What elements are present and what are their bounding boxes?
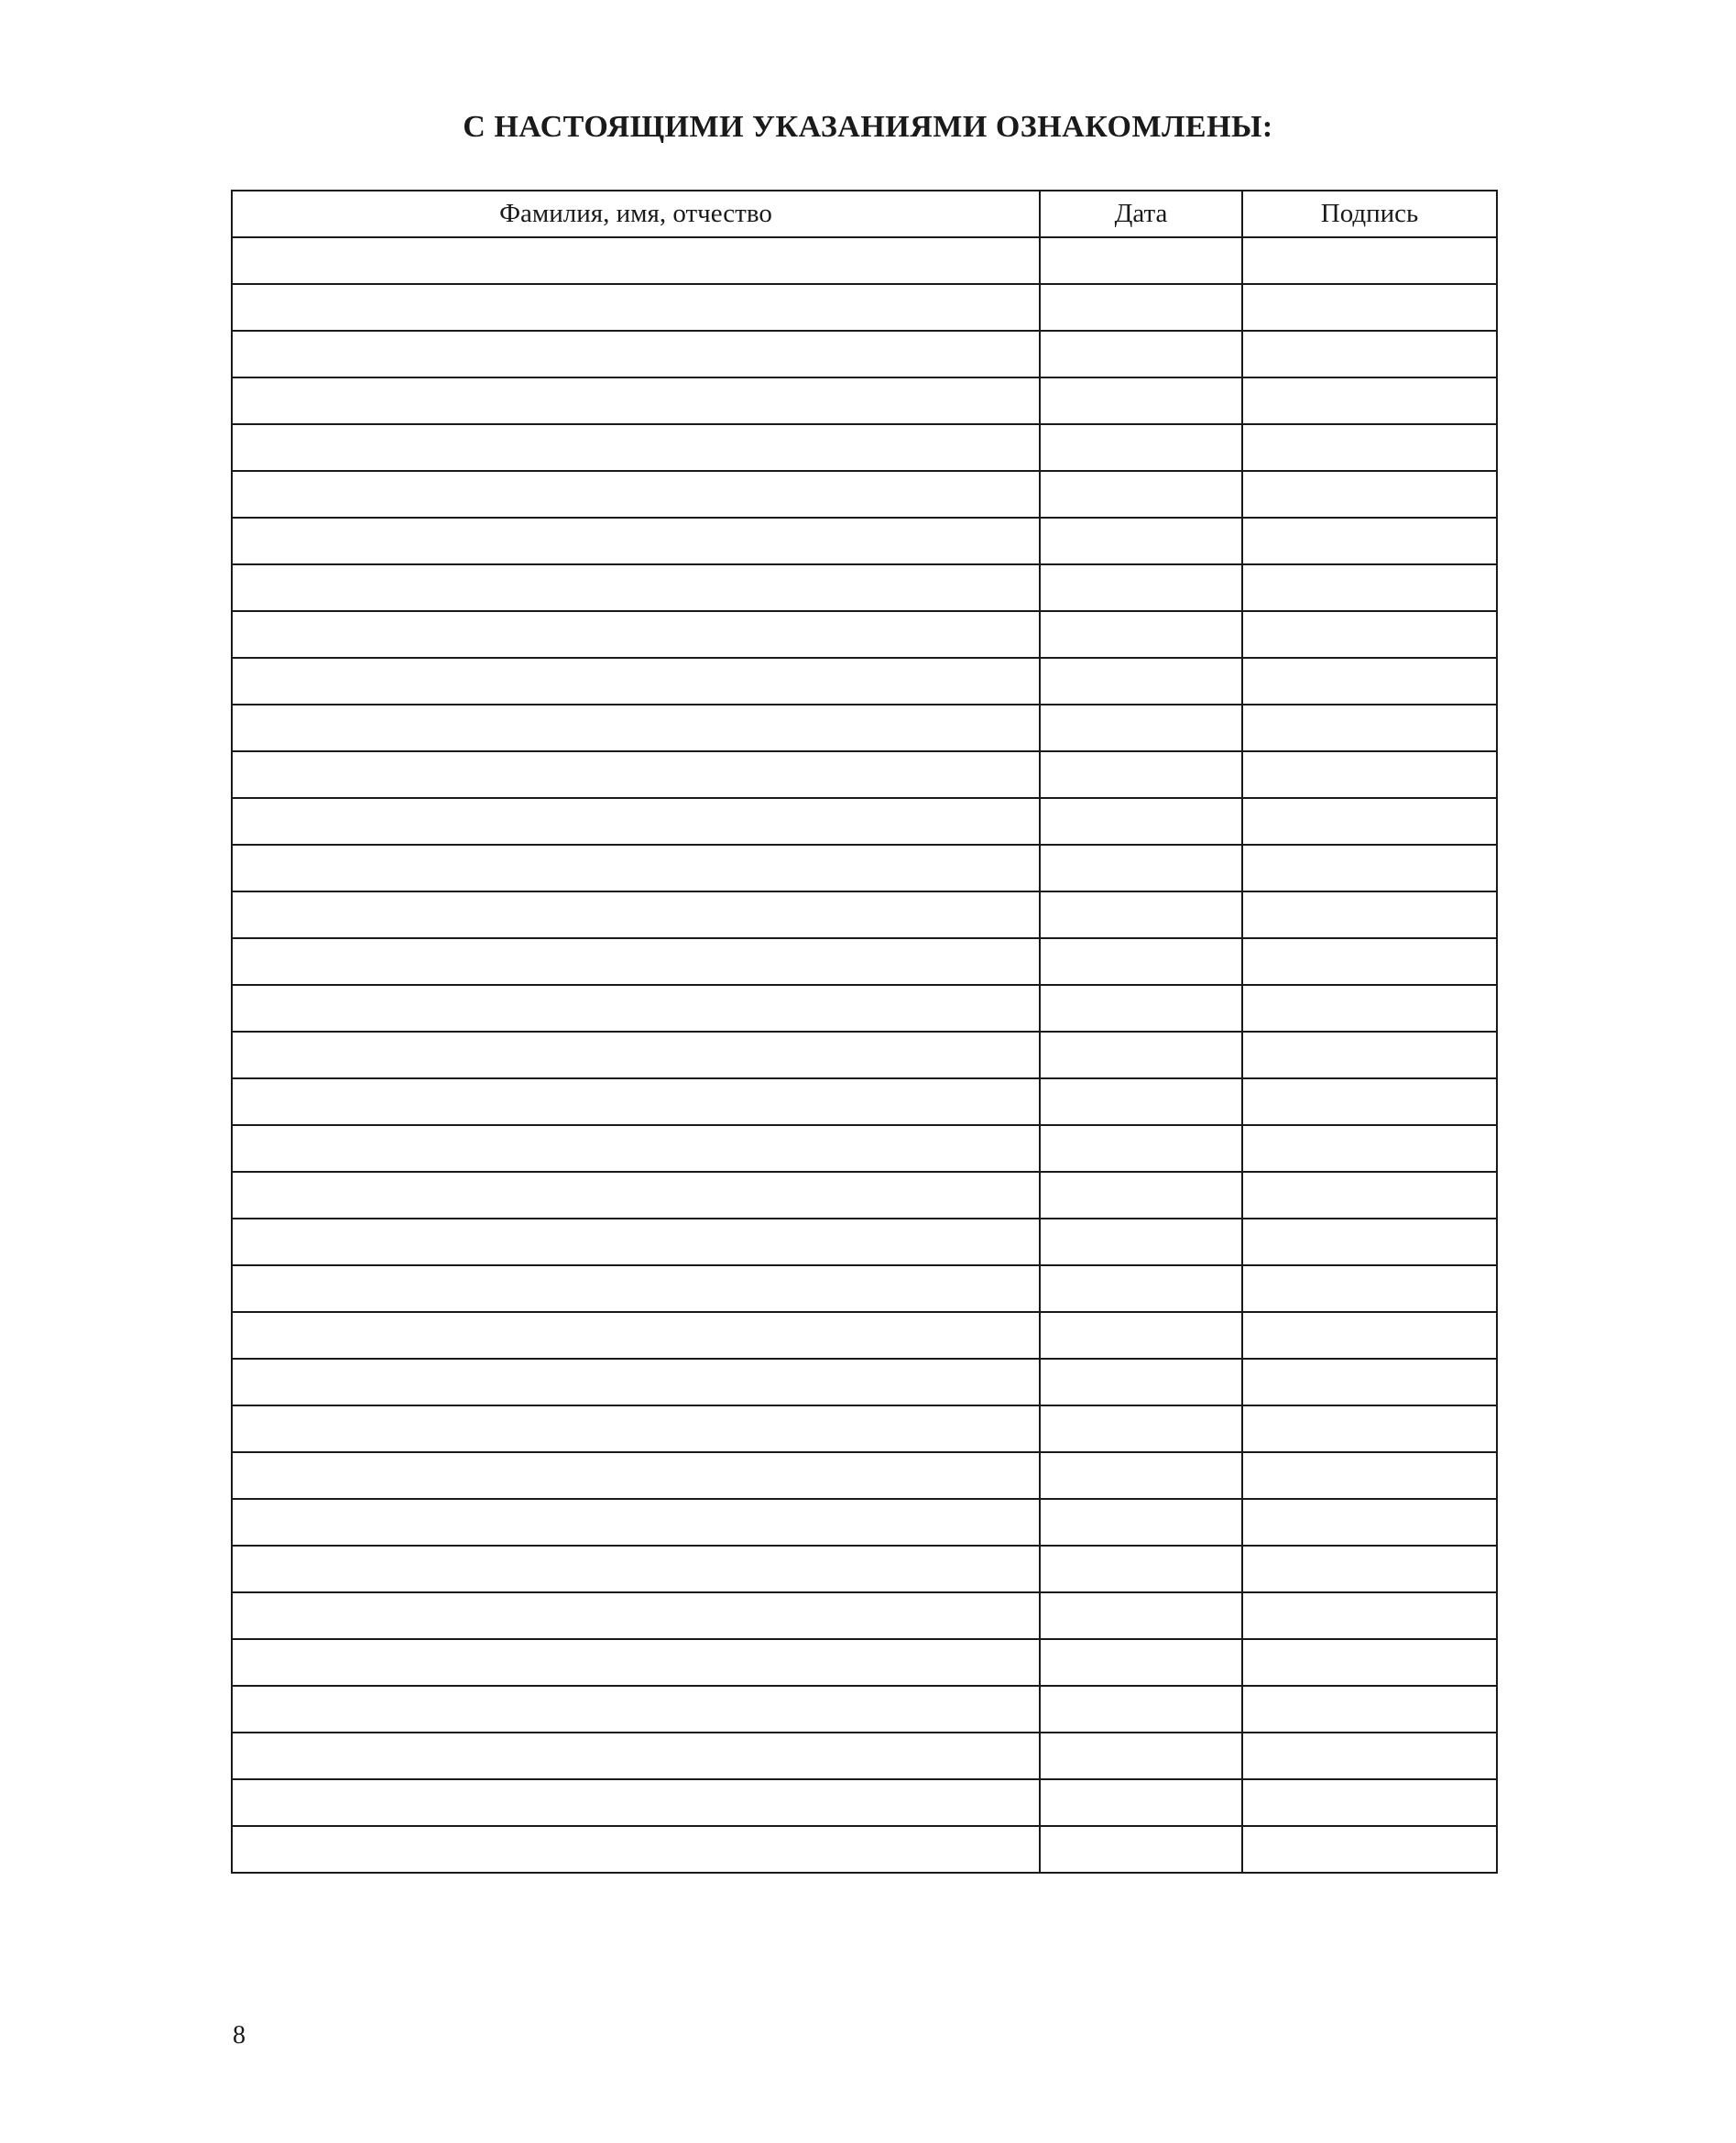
table-row — [232, 1546, 1497, 1592]
name-cell[interactable] — [232, 1265, 1040, 1312]
table-row — [232, 1779, 1497, 1826]
date-cell[interactable] — [1040, 518, 1242, 564]
date-cell[interactable] — [1040, 1405, 1242, 1452]
signature-cell[interactable] — [1242, 1219, 1497, 1265]
table-row — [232, 1826, 1497, 1873]
table-row — [232, 237, 1497, 284]
table-row — [232, 1265, 1497, 1312]
date-cell[interactable] — [1040, 1546, 1242, 1592]
name-cell[interactable] — [232, 471, 1040, 518]
name-cell[interactable] — [232, 237, 1040, 284]
date-cell[interactable] — [1040, 1078, 1242, 1125]
signature-cell[interactable] — [1242, 845, 1497, 891]
signature-cell[interactable] — [1242, 938, 1497, 985]
signature-cell[interactable] — [1242, 705, 1497, 751]
date-cell[interactable] — [1040, 751, 1242, 798]
table-row — [232, 1592, 1497, 1639]
table-row — [232, 377, 1497, 424]
signature-cell[interactable] — [1242, 1733, 1497, 1779]
signature-cell[interactable] — [1242, 518, 1497, 564]
name-cell[interactable] — [232, 1032, 1040, 1078]
table-row — [232, 1499, 1497, 1546]
signature-cell[interactable] — [1242, 1032, 1497, 1078]
table-header-row — [232, 191, 1497, 237]
table-row — [232, 1405, 1497, 1452]
date-cell[interactable] — [1040, 845, 1242, 891]
table-row — [232, 1032, 1497, 1078]
name-cell[interactable] — [232, 564, 1040, 611]
signature-cell[interactable] — [1242, 424, 1497, 471]
date-cell[interactable] — [1040, 1219, 1242, 1265]
name-cell[interactable] — [232, 518, 1040, 564]
date-cell[interactable] — [1040, 658, 1242, 705]
name-cell[interactable] — [232, 798, 1040, 845]
signature-cell[interactable] — [1242, 1078, 1497, 1125]
date-cell[interactable] — [1040, 1592, 1242, 1639]
name-cell[interactable] — [232, 1592, 1040, 1639]
date-cell[interactable] — [1040, 1686, 1242, 1733]
table-row — [232, 1078, 1497, 1125]
name-cell[interactable] — [232, 1219, 1040, 1265]
date-cell[interactable] — [1040, 938, 1242, 985]
signature-cell[interactable] — [1242, 1592, 1497, 1639]
table-row — [232, 284, 1497, 331]
signature-cell[interactable] — [1242, 1359, 1497, 1405]
table-row — [232, 331, 1497, 377]
table-row — [232, 1219, 1497, 1265]
name-cell[interactable] — [232, 331, 1040, 377]
date-cell[interactable] — [1040, 1452, 1242, 1499]
signature-cell[interactable] — [1242, 985, 1497, 1032]
date-cell[interactable] — [1040, 1265, 1242, 1312]
date-cell[interactable] — [1040, 237, 1242, 284]
date-cell[interactable] — [1040, 564, 1242, 611]
signature-cell[interactable] — [1242, 1686, 1497, 1733]
table-row — [232, 1639, 1497, 1686]
date-cell[interactable] — [1040, 1032, 1242, 1078]
date-cell[interactable] — [1040, 1312, 1242, 1359]
signature-cell[interactable] — [1242, 1312, 1497, 1359]
name-cell[interactable] — [232, 1172, 1040, 1219]
table-row — [232, 1733, 1497, 1779]
name-cell[interactable] — [232, 891, 1040, 938]
table-row — [232, 938, 1497, 985]
name-cell[interactable] — [232, 1826, 1040, 1873]
name-cell[interactable] — [232, 1546, 1040, 1592]
name-cell[interactable] — [232, 705, 1040, 751]
table-row — [232, 705, 1497, 751]
date-cell[interactable] — [1040, 1359, 1242, 1405]
table-row — [232, 424, 1497, 471]
signature-cell[interactable] — [1242, 1125, 1497, 1172]
table-row — [232, 1312, 1497, 1359]
name-cell[interactable] — [232, 1359, 1040, 1405]
column-header-signature: Подпись — [1242, 191, 1497, 237]
signature-cell[interactable] — [1242, 1826, 1497, 1873]
signature-cell[interactable] — [1242, 798, 1497, 845]
date-cell[interactable] — [1040, 424, 1242, 471]
table-row — [232, 564, 1497, 611]
signature-cell[interactable] — [1242, 1172, 1497, 1219]
signature-cell[interactable] — [1242, 1452, 1497, 1499]
date-cell[interactable] — [1040, 1499, 1242, 1546]
page-title: С НАСТОЯЩИМИ УКАЗАНИЯМИ ОЗНАКОМЛЕНЫ: — [463, 110, 1273, 144]
signature-cell[interactable] — [1242, 658, 1497, 705]
table-row — [232, 985, 1497, 1032]
signature-cell[interactable] — [1242, 564, 1497, 611]
name-cell[interactable] — [232, 985, 1040, 1032]
name-cell[interactable] — [232, 1686, 1040, 1733]
table-row — [232, 1172, 1497, 1219]
signature-cell[interactable] — [1242, 377, 1497, 424]
name-cell[interactable] — [232, 1779, 1040, 1826]
name-cell[interactable] — [232, 1639, 1040, 1686]
table-row — [232, 1686, 1497, 1733]
signature-cell[interactable] — [1242, 611, 1497, 658]
table-row — [232, 611, 1497, 658]
date-cell[interactable] — [1040, 798, 1242, 845]
name-cell[interactable] — [232, 845, 1040, 891]
date-cell[interactable] — [1040, 1779, 1242, 1826]
signature-cell[interactable] — [1242, 284, 1497, 331]
name-cell[interactable] — [232, 611, 1040, 658]
name-cell[interactable] — [232, 751, 1040, 798]
name-cell[interactable] — [232, 1499, 1040, 1546]
name-cell[interactable] — [232, 1312, 1040, 1359]
date-cell[interactable] — [1040, 611, 1242, 658]
name-cell[interactable] — [232, 658, 1040, 705]
signature-cell[interactable] — [1242, 1499, 1497, 1546]
signature-cell[interactable] — [1242, 891, 1497, 938]
table-row — [232, 798, 1497, 845]
name-cell[interactable] — [232, 377, 1040, 424]
signature-cell[interactable] — [1242, 751, 1497, 798]
table-row — [232, 658, 1497, 705]
date-cell[interactable] — [1040, 331, 1242, 377]
signature-cell[interactable] — [1242, 331, 1497, 377]
name-cell[interactable] — [232, 284, 1040, 331]
signature-cell[interactable] — [1242, 237, 1497, 284]
table-body — [232, 237, 1497, 1873]
date-cell[interactable] — [1040, 1826, 1242, 1873]
name-cell[interactable] — [232, 1078, 1040, 1125]
name-cell[interactable] — [232, 424, 1040, 471]
date-cell[interactable] — [1040, 705, 1242, 751]
table-row — [232, 1452, 1497, 1499]
date-cell[interactable] — [1040, 891, 1242, 938]
signature-cell[interactable] — [1242, 1639, 1497, 1686]
column-header-date: Дата — [1040, 191, 1242, 237]
acknowledgement-table — [231, 190, 1498, 1874]
date-cell[interactable] — [1040, 1733, 1242, 1779]
signature-cell[interactable] — [1242, 1546, 1497, 1592]
date-cell[interactable] — [1040, 284, 1242, 331]
page-number: 8 — [233, 2021, 246, 2050]
date-cell[interactable] — [1040, 377, 1242, 424]
signature-cell[interactable] — [1242, 1779, 1497, 1826]
table-row — [232, 751, 1497, 798]
name-cell[interactable] — [232, 1125, 1040, 1172]
date-cell[interactable] — [1040, 1639, 1242, 1686]
signature-cell[interactable] — [1242, 471, 1497, 518]
table-row — [232, 1125, 1497, 1172]
column-header-full-name: Фамилия, имя, отчество — [232, 191, 1040, 237]
name-cell[interactable] — [232, 1405, 1040, 1452]
date-cell[interactable] — [1040, 985, 1242, 1032]
signature-cell[interactable] — [1242, 1265, 1497, 1312]
name-cell[interactable] — [232, 1733, 1040, 1779]
date-cell[interactable] — [1040, 1125, 1242, 1172]
table-row — [232, 518, 1497, 564]
name-cell[interactable] — [232, 938, 1040, 985]
table-row — [232, 471, 1497, 518]
table-row — [232, 1359, 1497, 1405]
table-row — [232, 845, 1497, 891]
date-cell[interactable] — [1040, 471, 1242, 518]
table-row — [232, 891, 1497, 938]
name-cell[interactable] — [232, 1452, 1040, 1499]
signature-cell[interactable] — [1242, 1405, 1497, 1452]
date-cell[interactable] — [1040, 1172, 1242, 1219]
